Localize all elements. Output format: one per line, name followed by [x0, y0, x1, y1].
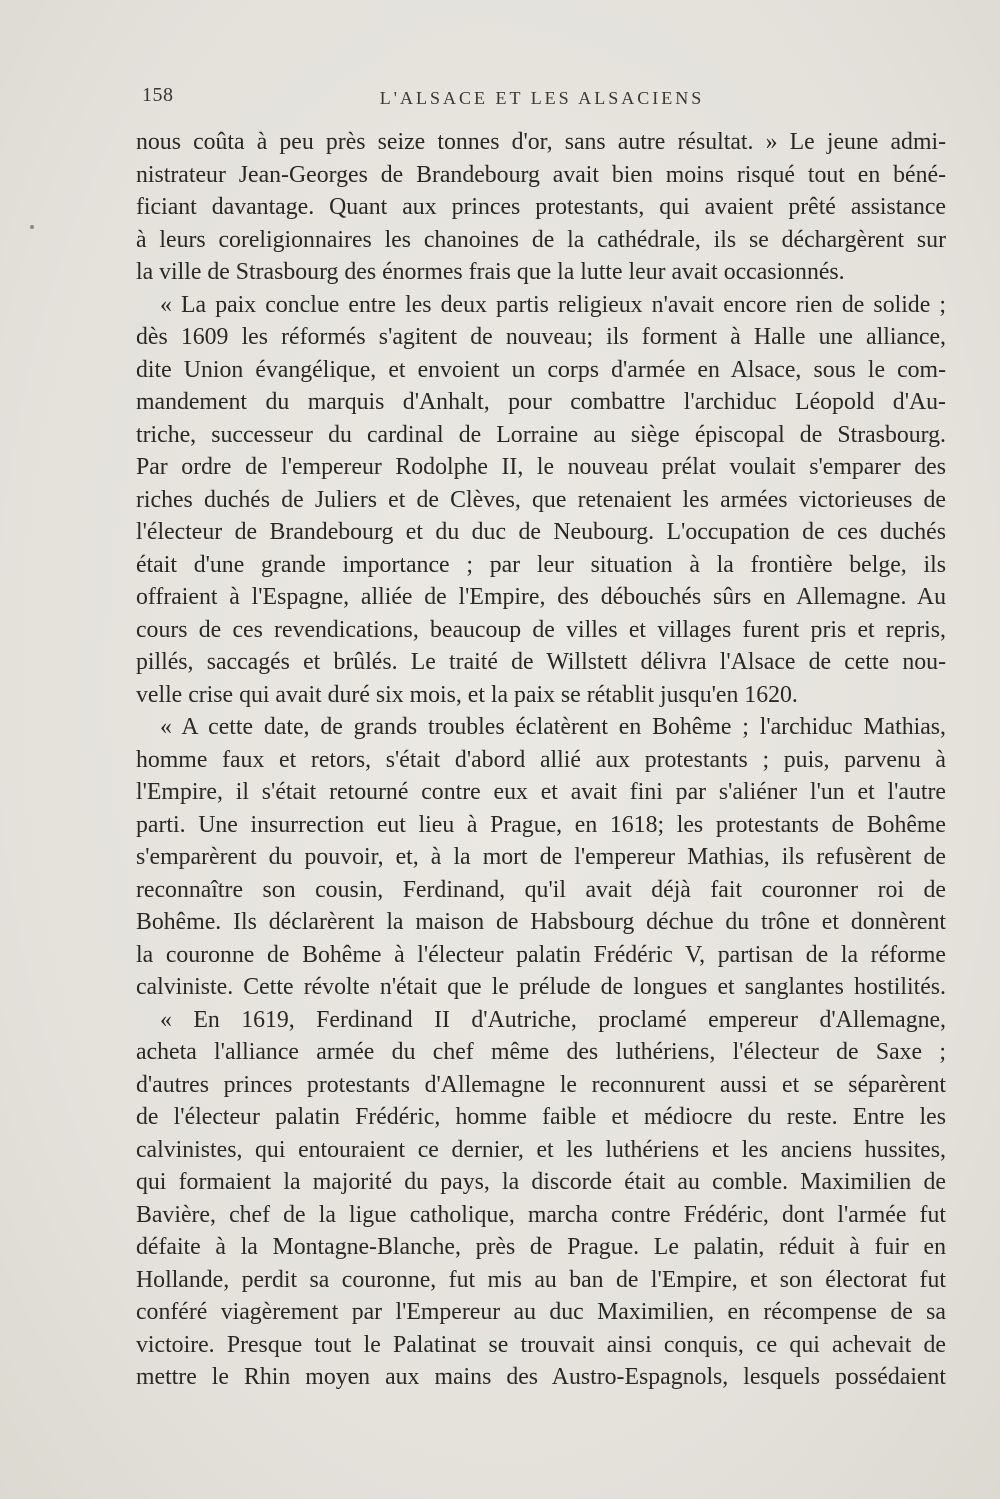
text-line: à leurs coreligionnaires les chanoines de la cathédrale, ils se déchargèrent sur	[136, 226, 946, 253]
text-line: mettre le Rhin moyen aux mains des Austro-Espagnols, lesquels possédaient	[136, 1364, 946, 1390]
text-line: l'Empire, il s'était retourné contre eux et avait fini par s'aliéner l'un et l'autre	[136, 779, 946, 805]
text-line: qui formaient la majorité du pays, la discorde était au comble. Maximilien de	[136, 1169, 946, 1195]
text-line: triche, successeur du cardinal de Lorraine au siège épiscopal de Strasbourg.	[136, 421, 946, 448]
text-line: de l'électeur palatin Frédéric, homme faible et médiocre du reste. Entre les	[136, 1104, 946, 1130]
text-line: la ville de Strasbourg des énormes frais que la lutte leur avait occasionnés.	[136, 259, 845, 285]
text-line: calviniste. Cette révolte n'était que le prélude de longues et sanglantes hostilités.	[136, 974, 946, 1000]
text-line: reconnaître son cousin, Ferdinand, qu'il avait déjà fait couronner roi de	[136, 876, 946, 903]
text-line: parti. Une insurrection eut lieu à Prague, en 1618; les protestants de Bohême	[136, 811, 946, 838]
text-line: dès 1609 les réformés s'agitent de nouveau; ils forment à Halle une alliance,	[136, 324, 946, 350]
text-line: acheta l'alliance armée du chef même des luthériens, l'électeur de Saxe ;	[136, 1039, 946, 1065]
text-line: « A cette date, de grands troubles éclatèrent en Bohême ; l'archiduc Mathias,	[160, 714, 946, 740]
text-line: ficiant davantage. Quant aux princes protestants, qui avaient prêté assistance	[136, 194, 946, 220]
page-header	[142, 84, 942, 114]
text-line: offraient à l'Espagne, alliée de l'Empire, des débouchés sûrs en Allemagne. Au	[136, 584, 946, 610]
text-line: nous coûta à peu près seize tonnes d'or, sans autre résultat. » Le jeune admi-	[136, 129, 946, 155]
text-line: victoire. Presque tout le Palatinat se trouvait ainsi conquis, ce qui achevait de	[136, 1331, 946, 1358]
text-line: nistrateur Jean-Georges de Brandebourg avait bien moins risqué tout en béné-	[136, 161, 946, 188]
text-line: l'électeur de Brandebourg et du duc de Neubourg. L'occupation de ces duchés	[136, 519, 946, 545]
text-line: homme faux et retors, s'était d'abord allié aux protestants ; puis, parvenu à	[136, 746, 946, 773]
text-line: conféré viagèrement par l'Empereur au duc Maximilien, en récompense de sa	[136, 1299, 946, 1325]
text-line: dite Union évangélique, et envoient un corps d'armée en Alsace, sous le com-	[136, 356, 946, 383]
text-line: défaite à la Montagne-Blanche, près de Prague. Le palatin, réduit à fuir en	[136, 1234, 946, 1260]
text-line: calvinistes, qui entouraient ce dernier, et les luthériens et les anciens hussites,	[136, 1136, 946, 1163]
text-line: Bavière, chef de la ligue catholique, marcha contre Frédéric, dont l'armée fut	[136, 1201, 946, 1228]
text-line: mandement du marquis d'Anhalt, pour combattre l'archiduc Léopold d'Au-	[136, 389, 946, 415]
text-line: la couronne de Bohême à l'électeur palatin Frédéric V, partisan de la réforme	[136, 941, 946, 968]
text-line: « La paix conclue entre les deux partis religieux n'avait encore rien de solide ;	[160, 291, 946, 318]
text-line: riches duchés de Juliers et de Clèves, que retenaient les armées victorieuses de	[136, 486, 946, 513]
text-line: Bohême. Ils déclarèrent la maison de Habsbourg déchue du trône et donnèrent	[136, 909, 946, 935]
text-line: Hollande, perdit sa couronne, fut mis au ban de l'Empire, et son électorat fut	[136, 1266, 946, 1293]
text-line: était d'une grande importance ; par leur situation à la frontière belge, ils	[136, 551, 946, 578]
text-line: Par ordre de l'empereur Rodolphe II, le nouveau prélat voulait s'emparer des	[136, 454, 946, 480]
body-text	[136, 126, 946, 1394]
running-title: L'ALSACE ET LES ALSACIENS	[379, 88, 705, 108]
text-line: d'autres princes protestants d'Allemagne le reconnurent aussi et se séparèrent	[136, 1071, 946, 1098]
text-line: cours de ces revendications, beaucoup de villes et villages furent pris et repris,	[136, 616, 946, 643]
text-line: velle crise qui avait duré six mois, et la paix se rétablit jusqu'en 1620.	[136, 681, 798, 708]
text-line: pillés, saccagés et brûlés. Le traité de Willstett délivra l'Alsace de cette nou-	[136, 649, 946, 675]
page-number: 158	[142, 84, 174, 106]
paper-speck	[30, 225, 34, 229]
text-line: s'emparèrent du pouvoir, et, à la mort de l'empereur Mathias, ils refusèrent de	[136, 844, 946, 870]
text-line: « En 1619, Ferdinand II d'Autriche, proclamé empereur d'Allemagne,	[160, 1006, 946, 1033]
